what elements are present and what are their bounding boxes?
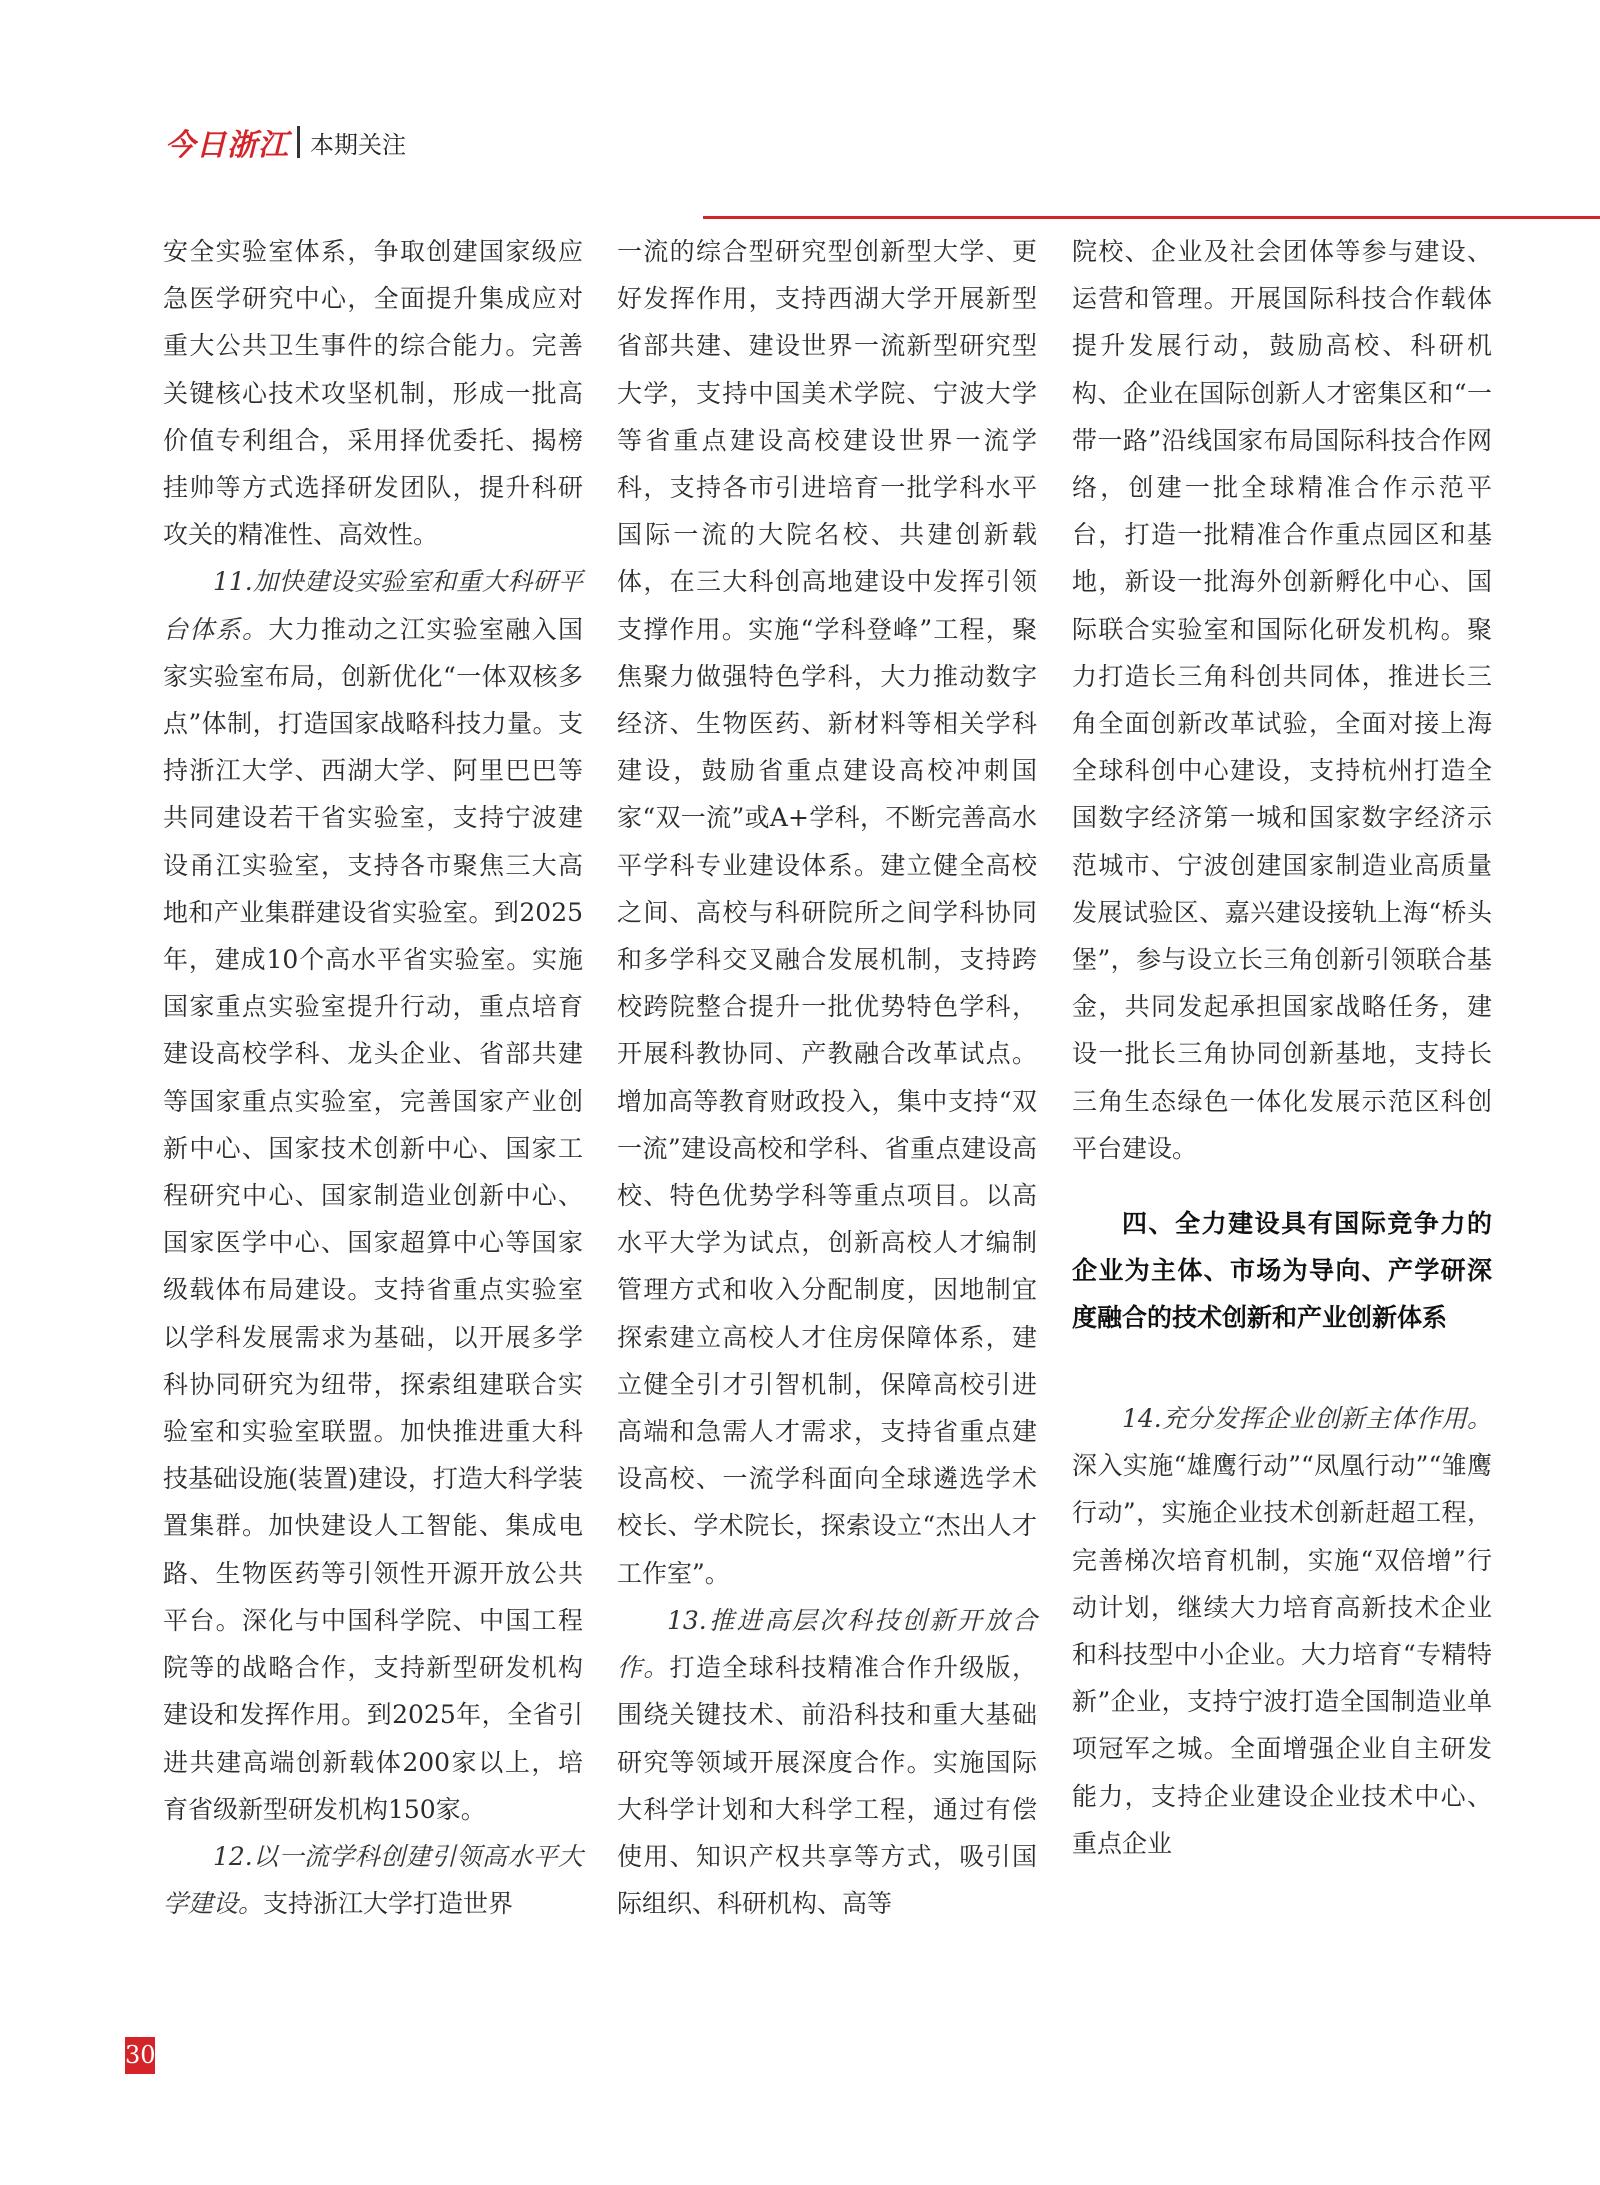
column-1 — [163, 228, 583, 1927]
item-body: 深入实施“雄鹰行动”“凤凰行动”“雏鹰行动”，实施企业技术创新赶超工程，完善梯次培育机制，实施“双倍增”行动计划，继续大力培育高新技术企业和科技型中小企业。大力培育“专精特新”企业，支持宁波打造全国制造业单项冠军之城。全面增强企业自主研发能力，支持企业建设企业技术中心、重点企业 — [1072, 1451, 1492, 1858]
item-body: 支持浙江大学打造世界 — [263, 1889, 514, 1919]
item-title: 11.加快建设实验室和重大科研平台体系。 — [163, 567, 583, 644]
paragraph — [163, 1833, 583, 1927]
item-body: 打造全球科技精准合作升级版，围绕关键技术、前沿科技和重大基础研究等领域开展深度合作。实施国际大科学计划和大科学工程，通过有偿使用、知识产权共享等方式，吸引国际组织、科研机构、高等 — [617, 1653, 1037, 1919]
page-number: 30 — [125, 2037, 155, 2074]
paragraph: 安全实验室体系，争取创建国家级应急医学研究中心，全面提升集成应对重大公共卫生事件的综合能力。完善关键核心技术攻坚机制，形成一批高价值专利组合，采用择优委托、揭榜挂帅等方式选择研发团队，提升科研攻关的精准性、高效性。 — [163, 237, 583, 550]
column-3 — [1072, 228, 1492, 1867]
magazine-logo: 今日浙江 — [165, 128, 289, 163]
section-heading: 四、全力建设具有国际竞争力的企业为主体、市场为导向、产学研深度融合的技术创新和产业创新体系 — [1072, 1209, 1492, 1333]
paragraph: 一流的综合型研究型创新型大学、更好发挥作用，支持西湖大学开展新型省部共建、建设世界一流新型研究型大学，支持中国美术学院、宁波大学等省重点建设高校建设世界一流学科，支持各市引进培育一批学科水平国际一流的大院名校、共建创新载体，在三大科创高地建设中发挥引领支撑作用。实施“学科登峰”工程，聚焦聚力做强特色学科，大力推动数字经济、生物医药、新材料等相关学科建设，鼓励省重点建设高校冲刺国家“双一流”或A+学科，不断完善高水平学科专业建设体系。建立健全高校之间、高校与科研院所之间学科协同和多学科交叉融合发展机制，支持跨校跨院整合提升一批优势特色学科，开展科教协同、产教融合改革试点。增加高等教育财政投入，集中支持“双一流”建设高校和学科、省重点建设高校、特色优势学科等重点项目。以高水平大学为试点，创新高校人才编制管理方式和收入分配制度，因地制宜探索建立高校人才住房保障体系，建立健全引才引智机制，保障高校引进高端和急需人才需求，支持省重点建设高校、一流学科面向全球遴选学术校长、学术院长，探索设立“杰出人才工作室”。 — [617, 237, 1037, 1588]
paragraph — [617, 1597, 1037, 1927]
item-title: 12.以一流学科创建引领高水平大学建设。 — [163, 1841, 583, 1919]
item-title: 13.推进高层次科技创新开放合作。 — [617, 1605, 1037, 1683]
paragraph — [1072, 1395, 1492, 1867]
section-title: 本期关注 — [310, 130, 406, 159]
item-body: 大力推动之江实验室融入国家实验室布局，创新优化“一体双核多点”体制，打造国家战略科技力量。支持浙江大学、西湖大学、阿里巴巴等共同建设若干省实验室，支持宁波建设甬江实验室，支持各市聚焦三大高地和产业集群建设省实验室。到2025年，建成10个高水平省实验室。实施国家重点实验室提升行动，重点培育建设高校学科、龙头企业、省部共建等国家重点实验室，完善国家产业创新中心、国家技术创新中心、国家工程研究中心、国家制造业创新中心、国家医学中心、国家超算中心等国家级载体布局建设。支持省重点实验室以学科发展需求为基础，以开展多学科协同研究为纽带，探索组建联合实验室和实验室联盟。加快推进重大科技基础设施(装置)建设，打造大科学装置集群。加快建设人工智能、集成电路、生物医药等引领性开源开放公共平台。深化与中国科学院、中国工程院等的战略合作，支持新型研发机构建设和发挥作用。到2025年，全省引进共建高端创新载体200家以上，培育省级新型研发机构150家。 — [163, 614, 583, 1824]
paragraph: 院校、企业及社会团体等参与建设、运营和管理。开展国际科技合作载体提升发展行动，鼓励高校、科研机构、企业在国际创新人才密集区和“一带一路”沿线国家布局国际科技合作网络，创建一批全球精准合作示范平台，打造一批精准合作重点园区和基地，新设一批海外创新孵化中心、国际联合实验室和国际化研发机构。聚力打造长三角科创共同体，推进长三角全面创新改革试验，全面对接上海全球科创中心建设，支持杭州打造全国数字经济第一城和国家数字经济示范城市、宁波创建国家制造业高质量发展试验区、嘉兴建设接轨上海“桥头堡”，参与设立长三角创新引领联合基金，共同发起承担国家战略任务，建设一批长三角协同创新基地，支持长三角生态绿色一体化发展示范区科创平台建设。 — [1072, 237, 1492, 1163]
header-divider — [297, 126, 300, 158]
column-2 — [617, 228, 1037, 1927]
item-title: 14.充分发挥企业创新主体作用。 — [1122, 1404, 1492, 1434]
header-rule — [703, 216, 1600, 219]
page-header — [165, 122, 406, 162]
paragraph — [163, 558, 583, 1832]
